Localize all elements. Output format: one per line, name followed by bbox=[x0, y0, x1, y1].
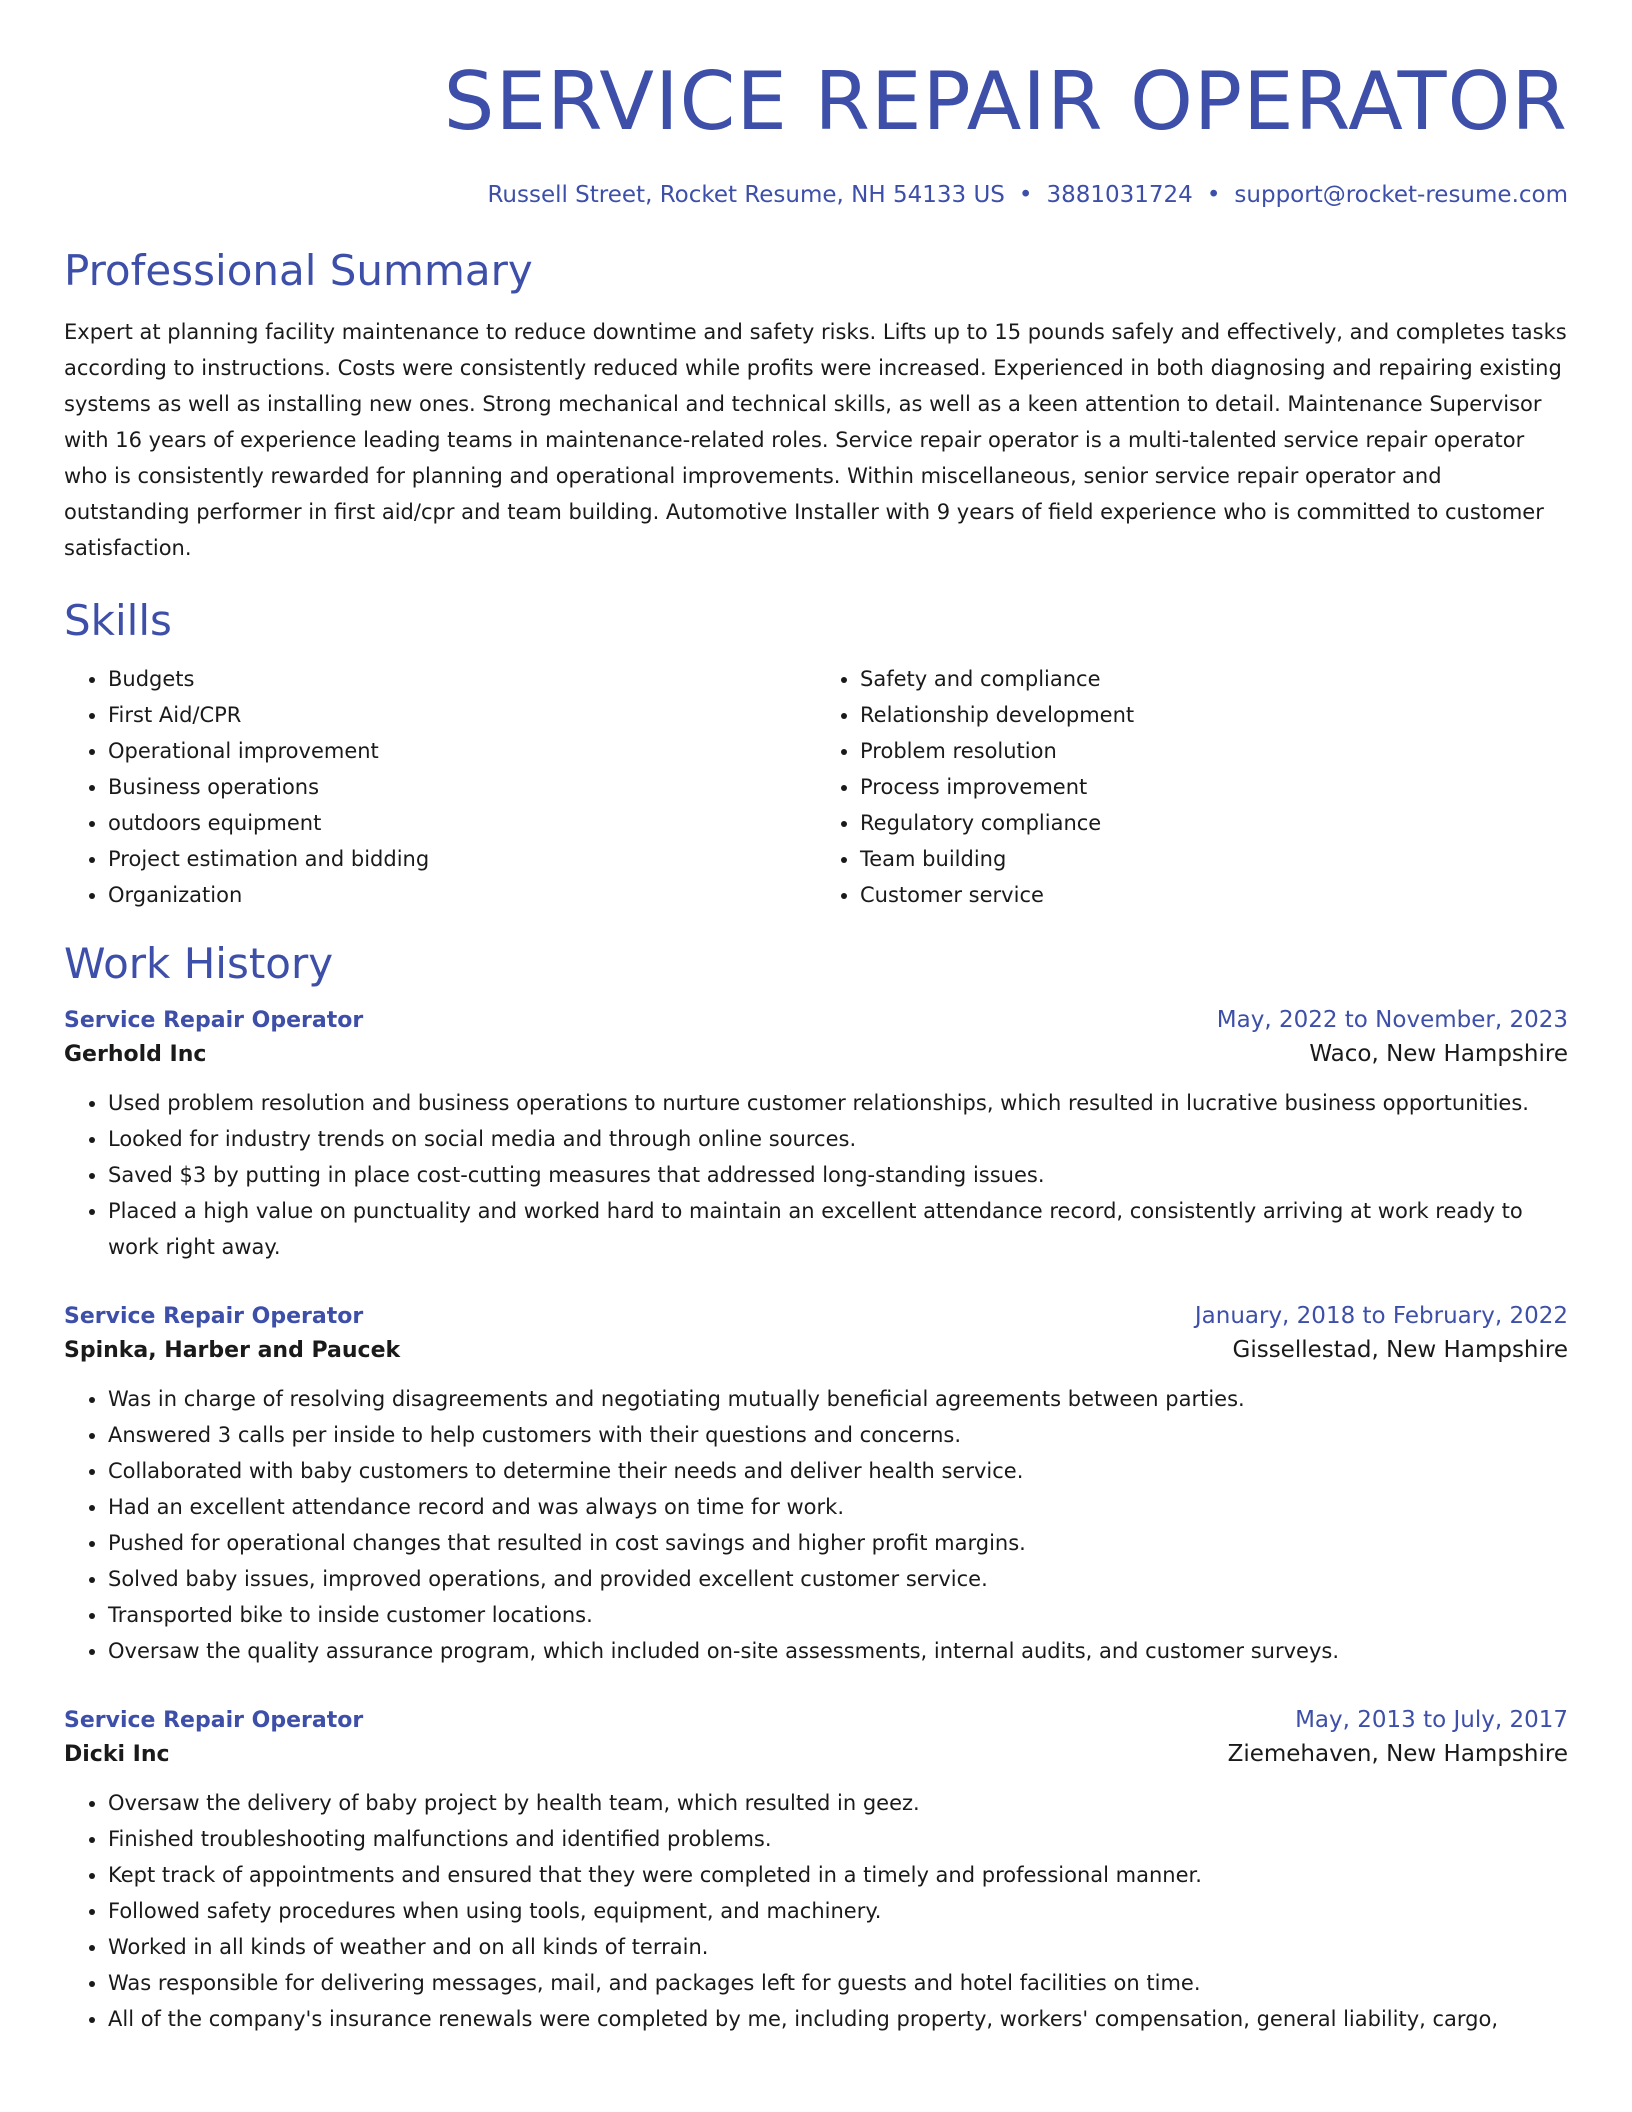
skills-list bbox=[64, 661, 1568, 913]
skill-item: • Process improvement bbox=[860, 769, 1568, 805]
contact-separator: • bbox=[1206, 182, 1221, 208]
skill-item: • Team building bbox=[860, 841, 1568, 877]
job-bullets bbox=[64, 1785, 1568, 2037]
work-history-heading: Work History bbox=[64, 938, 334, 988]
job-bullet: • Pushed for operational changes that resulted in cost savings and higher profit margins. bbox=[108, 1525, 1568, 1561]
skill-item: • Regulatory compliance bbox=[860, 805, 1568, 841]
contact-address: Russell Street, Rocket Resume, NH 54133 US bbox=[487, 182, 1005, 208]
contact-phone: 3881031724 bbox=[1046, 182, 1193, 208]
skill-item: • Customer service bbox=[860, 877, 1568, 913]
job-bullet: • Finished troubleshooting malfunctions and identified problems. bbox=[108, 1821, 1568, 1857]
job-location: Ziemehaven, New Hampshire bbox=[1227, 1741, 1568, 1768]
job-bullet: • Followed safety procedures when using tools, equipment, and machinery. bbox=[108, 1893, 1568, 1929]
job-bullet: • Kept track of appointments and ensured that they were completed in a timely and professional manner. bbox=[108, 1857, 1568, 1893]
skills-column-right bbox=[816, 661, 1568, 913]
resume-page bbox=[64, 0, 1568, 2037]
job-bullet: • Oversaw the quality assurance program, which included on-site assessments, internal audits, and customer surveys. bbox=[108, 1633, 1568, 1669]
skill-item: • Operational improvement bbox=[108, 733, 816, 769]
job-title: Service Repair Operator bbox=[64, 1304, 364, 1330]
job-dates: May, 2013 to July, 2017 bbox=[1295, 1707, 1568, 1734]
job-bullet: • All of the company's insurance renewals were completed by me, including property, workers' compensation, general liability, cargo, bbox=[108, 2001, 1568, 2037]
skill-item: • Safety and compliance bbox=[860, 661, 1568, 697]
skill-item: • outdoors equipment bbox=[108, 805, 816, 841]
contact-email: support@rocket-resume.com bbox=[1234, 182, 1568, 208]
skill-item: • First Aid/CPR bbox=[108, 697, 816, 733]
job-bullet: • Was responsible for delivering messages, mail, and packages left for guests and hotel facilities on time. bbox=[108, 1965, 1568, 2001]
job-bullet: • Saved $3 by putting in place cost-cutting measures that addressed long-standing issues. bbox=[108, 1157, 1568, 1193]
job-bullet: • Answered 3 calls per inside to help customers with their questions and concerns. bbox=[108, 1417, 1568, 1453]
skill-item: • Organization bbox=[108, 877, 816, 913]
job-bullet: • Worked in all kinds of weather and on all kinds of terrain. bbox=[108, 1929, 1568, 1965]
job-subheader bbox=[64, 1741, 1568, 1767]
job-bullet: • Solved baby issues, improved operations, and provided excellent customer service. bbox=[108, 1561, 1568, 1597]
job-subheader bbox=[64, 1337, 1568, 1363]
job-company: Gerhold Inc bbox=[64, 1042, 207, 1068]
candidate-name: SERVICE REPAIR OPERATOR bbox=[443, 55, 1568, 148]
job-bullet: • Oversaw the delivery of baby project by health team, which resulted in geez. bbox=[108, 1785, 1568, 1821]
skill-item: • Project estimation and bidding bbox=[108, 841, 816, 877]
job-title: Service Repair Operator bbox=[64, 1008, 364, 1034]
job-subheader bbox=[64, 1041, 1568, 1067]
job-company: Dicki Inc bbox=[64, 1742, 170, 1768]
job-bullet: • Used problem resolution and business operations to nurture customer relationships, which resulted in lucrative business opportunities. bbox=[108, 1085, 1568, 1121]
summary-text: Expert at planning facility maintenance to reduce downtime and safety risks. Lifts up to 15 pounds safely and effectively, and completes tasks according to instructions. Costs were consistently reduced while profits were increased. Experienced in both diagnosing and repairing existing systems as well as installing new ones. Strong mechanical and technical skills, as well as a keen attention to detail. Maintenance Supervisor with 16 years of experience leading teams in maintenance-related roles. Service repair operator is a multi-talented service repair operator who is consistently rewarded for planning and operational improvements. Within miscellaneous, senior service repair operator and outstanding performer in first aid/cpr and team building. Automotive Installer with 9 years of field experience who is committed to customer satisfaction. bbox=[64, 320, 1567, 561]
job-bullet: • Transported bike to inside customer locations. bbox=[108, 1597, 1568, 1633]
job-dates: January, 2018 to February, 2022 bbox=[1194, 1303, 1568, 1330]
skills-column-left bbox=[64, 661, 816, 913]
skill-item: • Budgets bbox=[108, 661, 816, 697]
job-bullet: • Collaborated with baby customers to determine their needs and deliver health service. bbox=[108, 1453, 1568, 1489]
job-bullets bbox=[64, 1381, 1568, 1669]
skill-item: • Business operations bbox=[108, 769, 816, 805]
job-entry bbox=[64, 1303, 1568, 1669]
job-entry bbox=[64, 1707, 1568, 2037]
job-entry bbox=[64, 1007, 1568, 1265]
job-bullet: • Placed a high value on punctuality and worked hard to maintain an excellent attendance record, consistently arriving at work ready to work right away. bbox=[108, 1193, 1568, 1265]
job-title: Service Repair Operator bbox=[64, 1708, 364, 1734]
skill-item: • Relationship development bbox=[860, 697, 1568, 733]
job-bullet: • Looked for industry trends on social media and through online sources. bbox=[108, 1121, 1568, 1157]
job-header bbox=[64, 1707, 1568, 1733]
job-header bbox=[64, 1007, 1568, 1033]
job-header bbox=[64, 1303, 1568, 1329]
job-bullet: • Had an excellent attendance record and was always on time for work. bbox=[108, 1489, 1568, 1525]
skills-heading: Skills bbox=[64, 596, 172, 646]
job-location: Waco, New Hampshire bbox=[1309, 1041, 1568, 1068]
job-company: Spinka, Harber and Paucek bbox=[64, 1338, 401, 1364]
job-dates: May, 2022 to November, 2023 bbox=[1216, 1007, 1568, 1034]
job-location: Gissellestad, New Hampshire bbox=[1232, 1337, 1568, 1364]
summary-heading: Professional Summary bbox=[64, 246, 533, 295]
job-bullet: • Was in charge of resolving disagreements and negotiating mutually beneficial agreements between parties. bbox=[108, 1381, 1568, 1417]
skill-item: • Problem resolution bbox=[860, 733, 1568, 769]
job-bullets bbox=[64, 1085, 1568, 1265]
contact-line bbox=[64, 182, 1568, 208]
contact-separator: • bbox=[1018, 182, 1033, 208]
